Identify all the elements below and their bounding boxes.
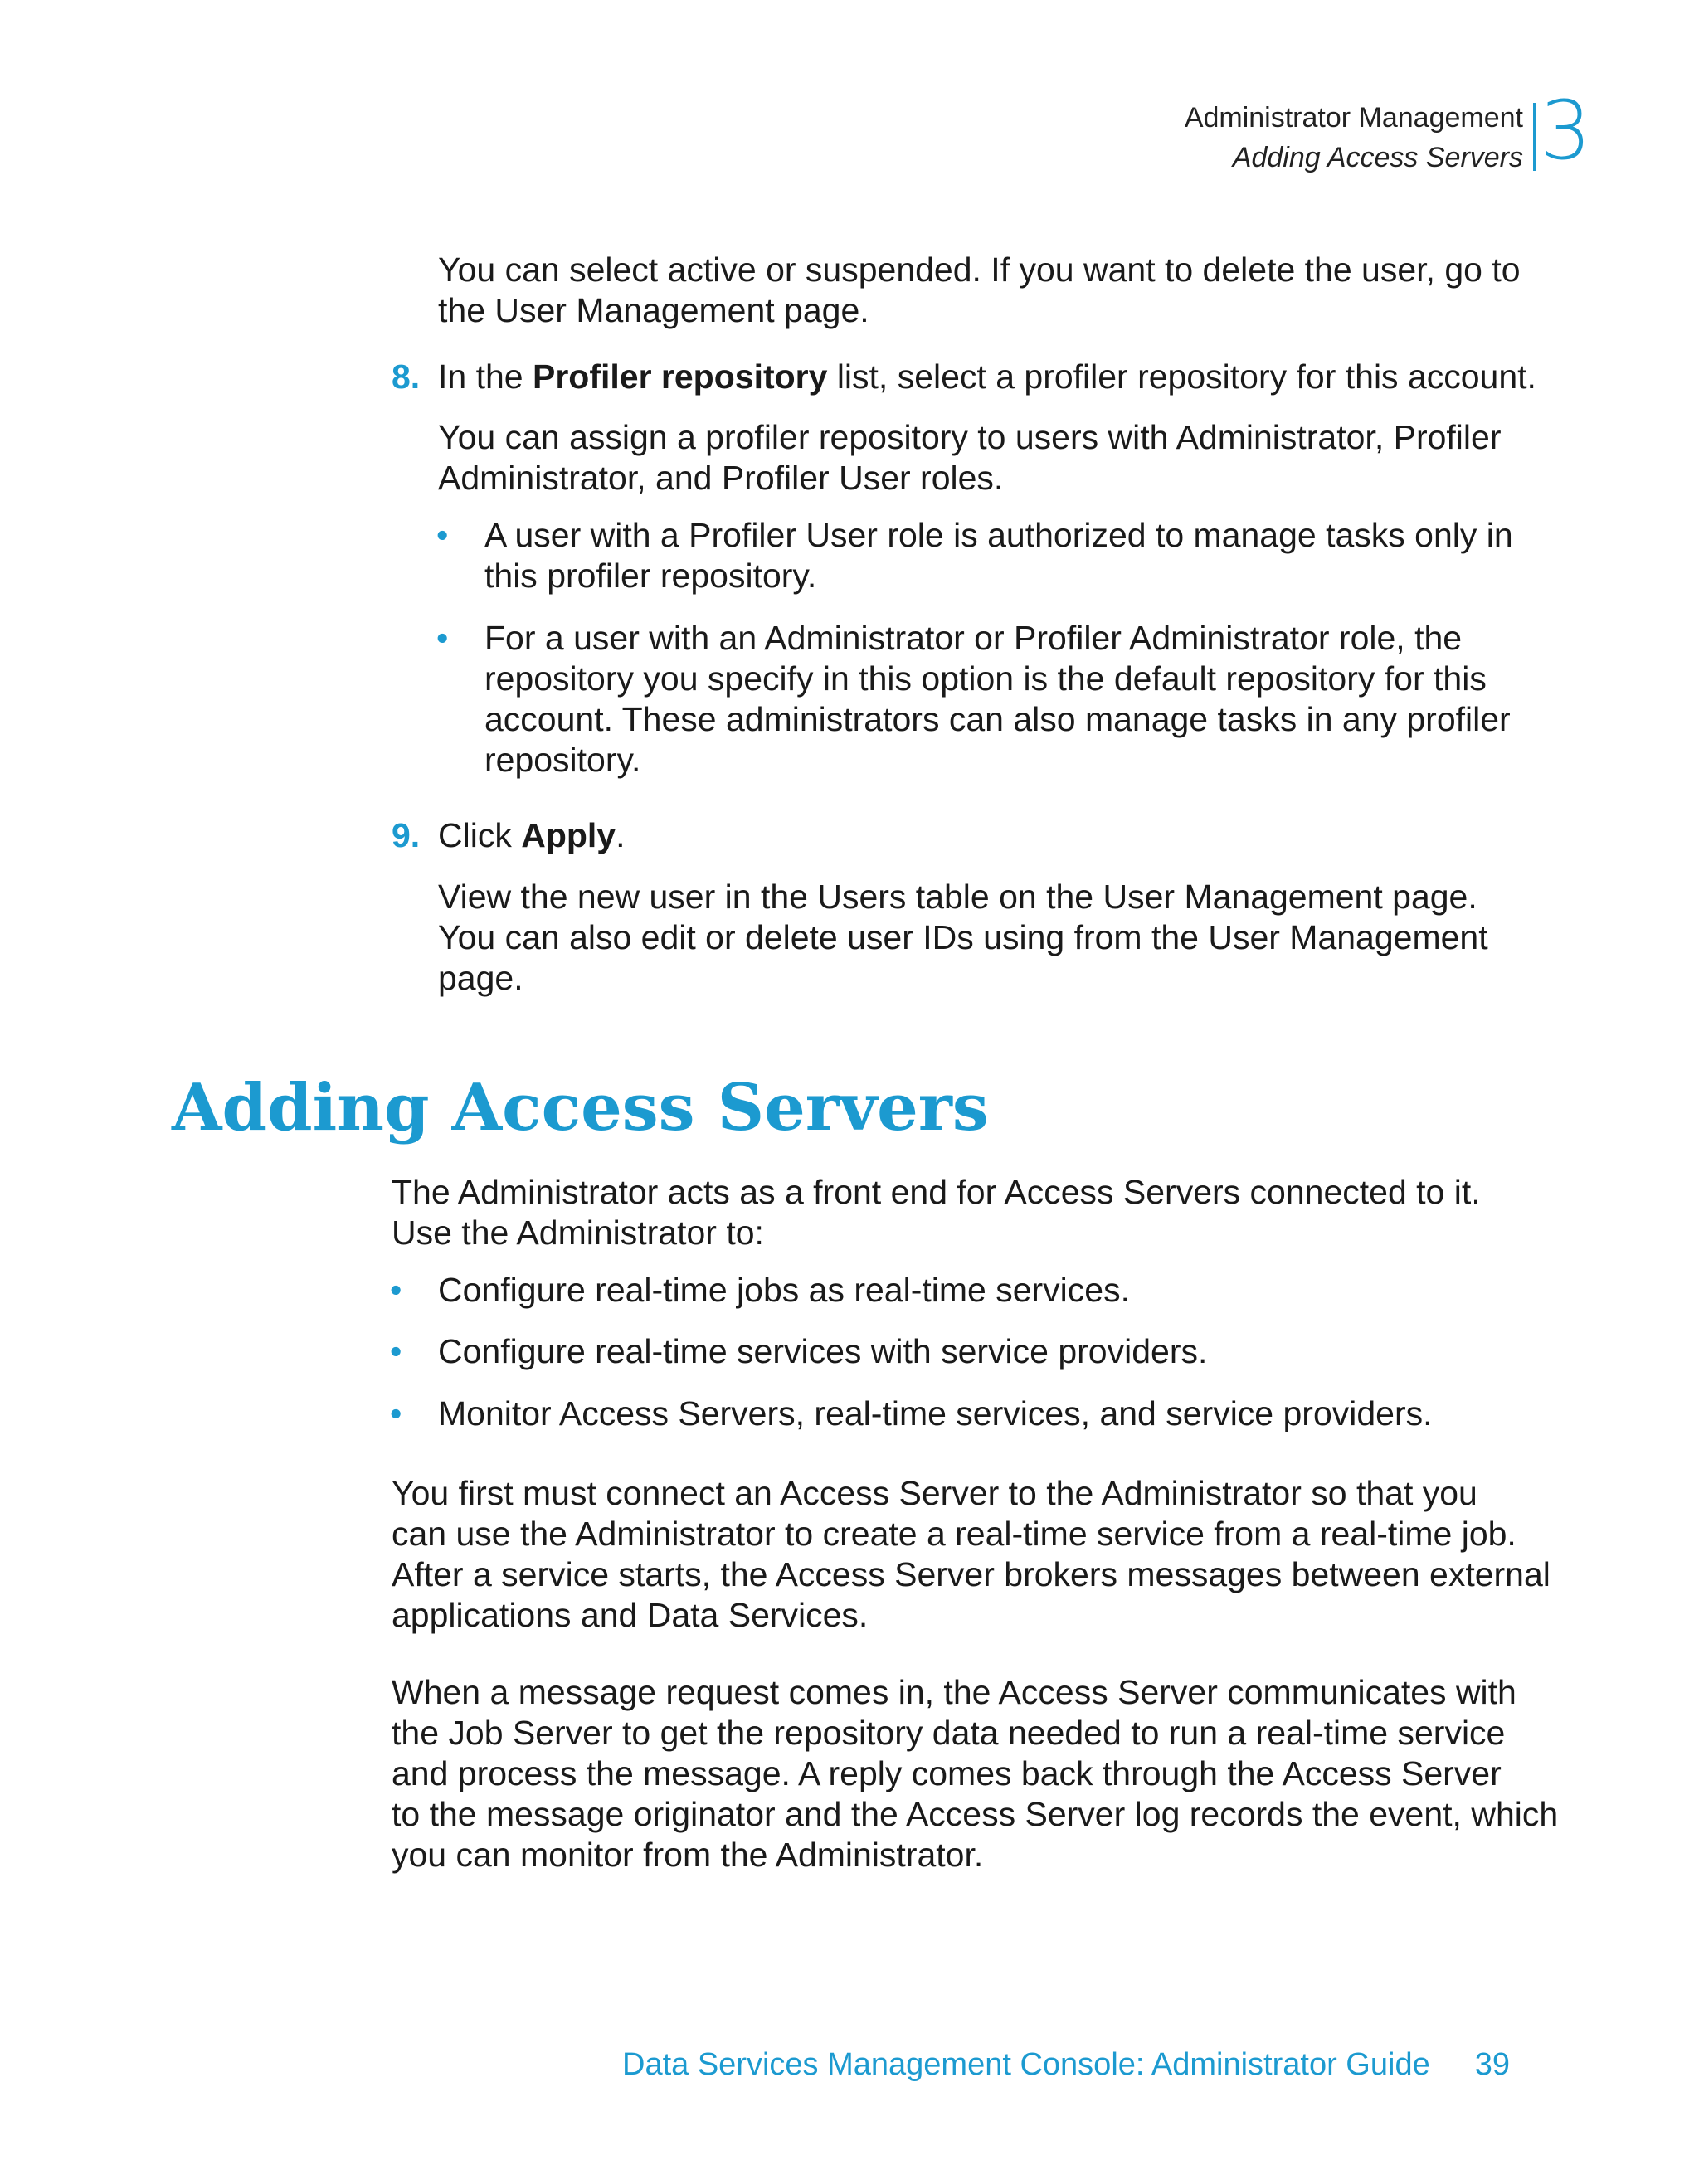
bullet-item: Configure real-time services with service providers. [438, 1332, 1208, 1370]
ui-term: Apply [521, 816, 616, 854]
bullet-item: Configure real-time jobs as real-time services. [438, 1271, 1130, 1309]
text-line: the User Management page. [438, 291, 869, 329]
step-9-paragraph [438, 877, 1488, 999]
bullet-item: Monitor Access Servers, real-time services, and service providers. [438, 1394, 1433, 1432]
text-line: You can assign a profiler repository to users with Administrator, Profiler [438, 418, 1502, 456]
bullet-item [484, 618, 1511, 781]
text-span: Click [438, 816, 522, 854]
bullet-marker: • [436, 516, 449, 554]
bullet-marker: • [390, 1332, 402, 1370]
page-footer [622, 2044, 1510, 2085]
bullet-item [484, 515, 1513, 596]
text-line: repository. [484, 741, 641, 779]
text-line: Use the Administrator to: [392, 1214, 764, 1252]
text-line: can use the Administrator to create a real-time service from a real-time job. [392, 1515, 1516, 1553]
text-line: this profiler repository. [484, 557, 817, 595]
text-line: the Job Server to get the repository data needed to run a real-time service [392, 1714, 1506, 1752]
step-8-instruction [438, 357, 1536, 397]
bullet-marker: • [436, 619, 449, 657]
chapter-number: 3 [1540, 84, 1592, 178]
text-line: account. These administrators can also manage tasks in any profiler [484, 700, 1511, 738]
bullet-marker: • [390, 1271, 402, 1309]
ui-term: Profiler repository [532, 358, 828, 396]
footer-title: Data Services Management Console: Administrator Guide [622, 2047, 1430, 2082]
text-line: You can also edit or delete user IDs using from the User Management [438, 918, 1488, 956]
body-paragraph [392, 1672, 1558, 1875]
bullet-marker: • [390, 1394, 402, 1432]
text-line: page. [438, 959, 523, 997]
text-line: and process the message. A reply comes back through the Access Server [392, 1754, 1502, 1792]
text-line: applications and Data Services. [392, 1596, 869, 1634]
header-divider [1533, 103, 1536, 171]
text-line: Administrator, and Profiler User roles. [438, 459, 1004, 497]
text-line: After a service starts, the Access Server brokers messages between external [392, 1555, 1551, 1593]
page-number: 39 [1474, 2047, 1510, 2082]
text-line: repository you specify in this option is the default repository for this [484, 659, 1487, 698]
text-line: You first must connect an Access Server to the Administrator so that you [392, 1474, 1477, 1512]
text-span: In the [438, 358, 533, 396]
text-line: When a message request comes in, the Access Server communicates with [392, 1673, 1516, 1711]
running-header [1185, 98, 1523, 178]
step-number: 9. [392, 816, 421, 854]
text-line: A user with a Profiler User role is authorized to manage tasks only in [484, 516, 1513, 554]
text-line: You can select active or suspended. If you want to delete the user, go to [438, 251, 1521, 289]
text-line: For a user with an Administrator or Profiler Administrator role, the [484, 619, 1463, 657]
header-section-title: Adding Access Servers [1232, 142, 1523, 173]
section-intro [392, 1172, 1481, 1253]
text-line: The Administrator acts as a front end for Access Servers connected to it. [392, 1173, 1481, 1211]
text-span: list, select a profiler repository for this account. [827, 358, 1536, 396]
text-span: . [616, 816, 626, 854]
text-line: View the new user in the Users table on the User Management page. [438, 878, 1477, 916]
body-paragraph [392, 1473, 1551, 1636]
text-line: you can monitor from the Administrator. [392, 1836, 984, 1874]
step-9-instruction [438, 815, 626, 856]
continuation-paragraph [438, 250, 1521, 331]
step-number: 8. [392, 358, 421, 396]
text-line: to the message originator and the Access Server log records the event, which [392, 1795, 1559, 1833]
step-8-paragraph [438, 417, 1501, 499]
section-heading: Adding Access Servers [172, 1070, 989, 1146]
header-chapter-title: Administrator Management [1184, 102, 1523, 134]
